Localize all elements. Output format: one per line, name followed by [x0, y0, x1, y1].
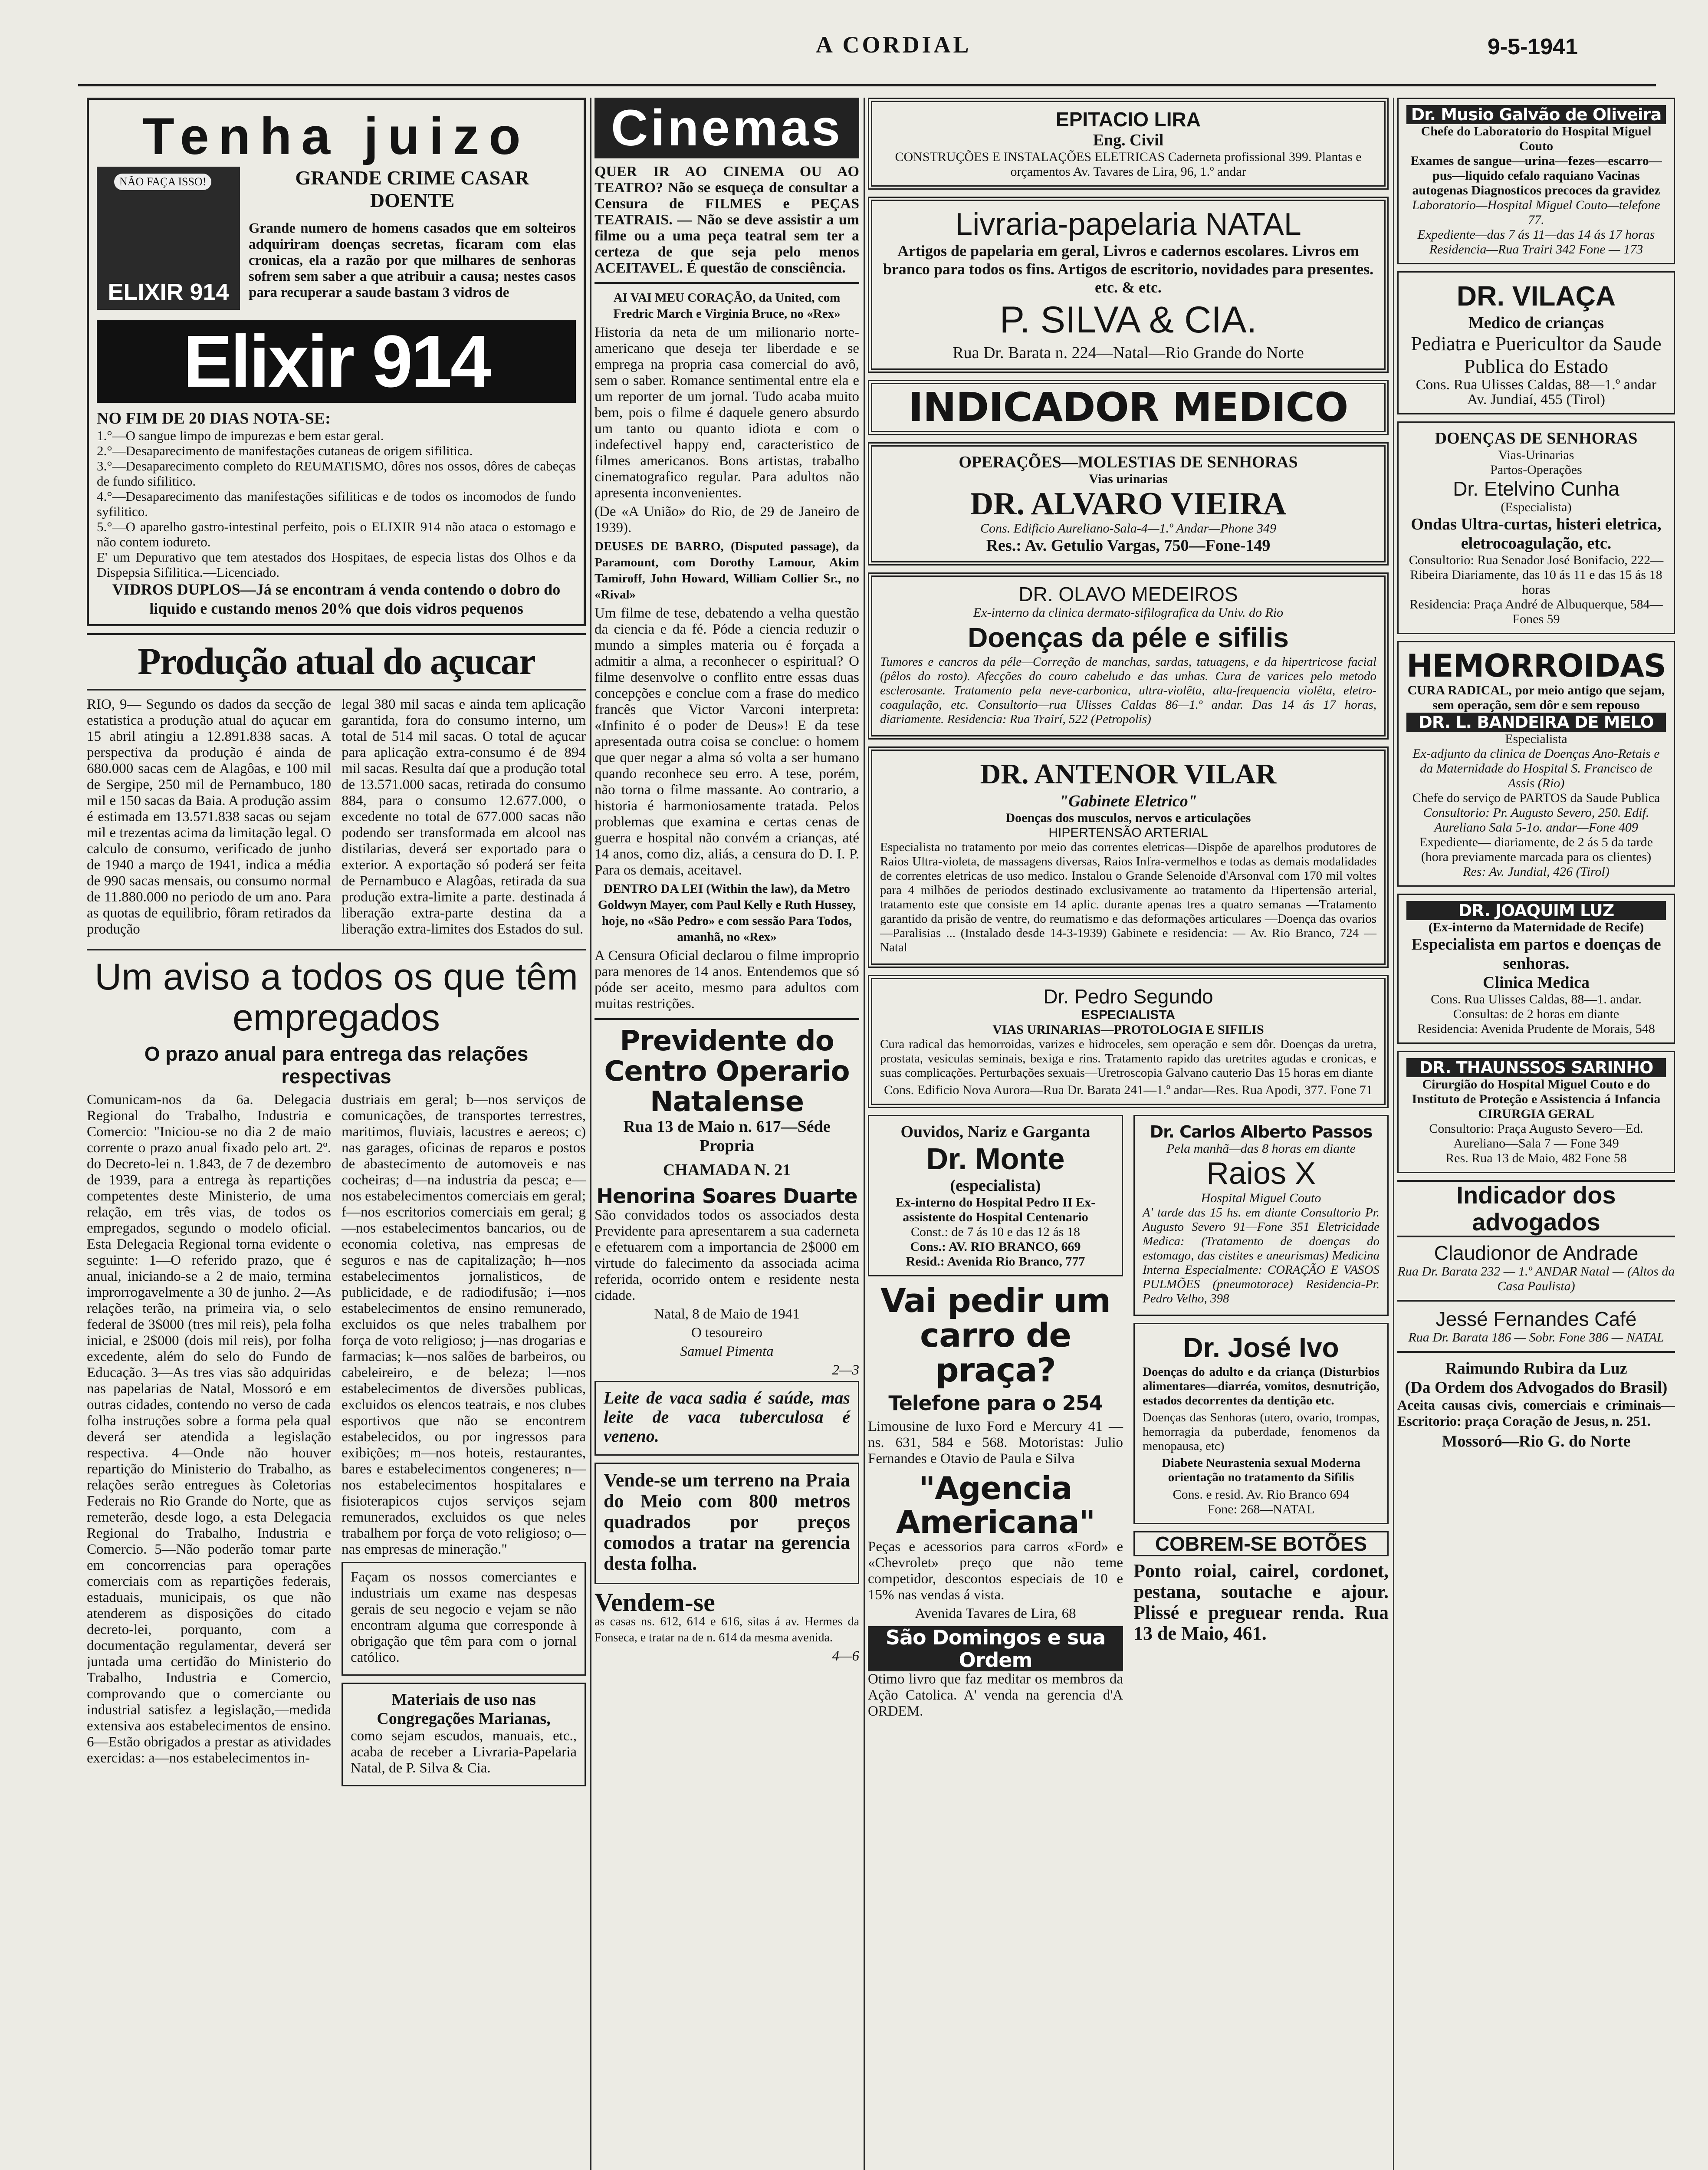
hemo-chefe: Chefe do serviço de PARTOS da Saude Publica: [1412, 791, 1660, 805]
passos-sched: Pela manhã—das 8 horas em diante: [1166, 1141, 1356, 1156]
cunha-sub2: Partos-Operações: [1490, 463, 1582, 477]
vieira-top: OPERAÇÕES—MOLESTIAS DE SENHORAS: [959, 453, 1298, 471]
aviso-headline: Um aviso a todos os que têm empregados: [95, 956, 578, 1039]
ivo-s1: Doenças do adulto e da criança (Disturbios alimentares—diarréa, vomitos, desnutrição, estados decorrentes da dentição etc.: [1143, 1365, 1380, 1407]
hemo-cons: Consultorio: Pr. Augusto Severo, 250. Edif. Aureliano Sala 5-1o. andar—Fone 409: [1423, 806, 1649, 835]
elixir-list-title: NO FIM DE 20 DIAS NOTA-SE:: [97, 409, 331, 427]
section-rule: [1397, 1300, 1675, 1302]
vilar-spec: Doenças dos musculos, nervos e articulações: [1005, 811, 1251, 825]
ivo-s3: Diabete Neurastenia sexual Moderna orientação no tratamento da Sifilis: [1161, 1456, 1361, 1484]
terreno-ad: [595, 1463, 859, 1584]
cobrem-body: Ponto roial, cairel, cordonet, pestana, soutache e ajour. Plissé e preguear renda. Rua 13 de Maio, 461.: [1133, 1560, 1389, 1644]
adv3-name: Raimundo Rubira da Luz: [1445, 1359, 1627, 1378]
vieira-name: DR. ALVARO VIEIRA: [970, 486, 1287, 522]
column-divider: [590, 98, 591, 2170]
medeiros-name: DR. OLAVO MEDEIROS: [1018, 583, 1238, 605]
terreno-text: Vende-se um terreno na Praia do Meio com 800 metros quadrados por preços comodos a tratar na gerencia desta folha.: [604, 1470, 850, 1574]
vilaca-card: [1397, 271, 1675, 414]
taxi-body: Limousine de luxo Ford e Mercury 41 — ns. 631, 584 e 568. Motoristas: Julio Fernandes e Otavio de Paula e Silva: [868, 1419, 1123, 1466]
ivo-name: Dr. José Ivo: [1183, 1332, 1339, 1363]
film3-body: A Censura Oficial declarou o filme improprio para menores de 14 anos. Entendemos que só póde ser aceito, mesmo para adultos com muitas restrições.: [595, 948, 859, 1012]
vilar-spec2: HIPERTENSÃO ARTERIAL: [1048, 825, 1208, 840]
list-item: 4.°—Desaparecimento das manifestações sifiliticas e de todos os incomodos de fundo syfilitico.: [97, 489, 576, 519]
issue-date: 9-5-1941: [1487, 34, 1578, 59]
adv3-body: Aceita causas civis, comerciais e criminais—Escritorio: praça Coração de Jesus, n. 251.: [1397, 1397, 1675, 1429]
previdente-signature: Samuel Pimenta: [680, 1344, 774, 1359]
luz-body: Especialista em partos e doenças de senhoras.: [1411, 935, 1661, 973]
vendem-ref: 4—6: [832, 1648, 859, 1664]
cunha-card: [1397, 421, 1675, 634]
epitacio-card: [868, 98, 1389, 190]
monte-sub: (especialista): [950, 1177, 1041, 1195]
column-4: [1397, 98, 1675, 2170]
section-rule: [87, 949, 586, 950]
previdente-ref: 2—3: [832, 1362, 859, 1378]
indicador-medico: [868, 380, 1389, 435]
list-item: 1.°—O sangue limpo de impurezas e bem estar geral.: [97, 428, 384, 443]
section-rule: [87, 633, 586, 635]
segundo-name: Dr. Pedro Segundo: [1043, 985, 1213, 1008]
milk-text: Leite de vaca sadia é saúde, mas leite de vaca tuberculosa é veneno.: [604, 1388, 850, 1446]
hemo-res: Res: Av. Jundial, 426 (Tirol): [1463, 865, 1609, 879]
acucar-col-b: legal 380 mil sacas e ainda tem aplicação garantida, fora do consumo interno, um total de 514 mil sacas. O total de açucar para aplicação extra-consumo é de 894 mil sacas. Resulta daí que a produção total de 13.571.000 sacas, retirada do consumo 884, para o consumo 12.677.000, o excedente no total de 677.000 sacas não podendo ser transformada em alcool nas distilarias, deverá ser exportado para o exterior. A exportação só poderá ser feita de Pernambuco e Alagôas, retirada da sua produção extra-limite a parte. destinada á liberação extra-parte destina da a liberação extra-limites dos Estados do sul.: [342, 697, 586, 937]
section-rule: [595, 1018, 859, 1020]
list-item: 3.°—Desaparecimento completo do REUMATISMO, dôres nos ossos, dôres de cabeças de fundo sifilitico.: [97, 458, 576, 489]
vilaca-name: DR. VILAÇA: [1456, 280, 1616, 312]
segundo-body: Cura radical das hemorroidas, varizes e hidroceles, sem operação e sem dôr. Doenças da uretra, prostata, vesiculas seminais, bexiga e rins. Tratamento rapido das uretrites agudas e cronicas, e suas complicações. Perturbações sexuais—Uretroscopia Galvano cauterio Das 15 horas em diante: [880, 1037, 1376, 1080]
hemo-exp: Expediente— diariamente, de 2 ás 5 da tarde (hora previamente marcada para os clientes): [1419, 835, 1653, 864]
cunha-sub: Vias-Urinarias: [1498, 448, 1574, 462]
adv1-name: Claudionor de Andrade: [1434, 1242, 1639, 1264]
hemorroidas-card: [1397, 641, 1675, 887]
vilaca-address: Av. Jundiaí, 455 (Tirol): [1467, 391, 1605, 408]
milk-notice: [595, 1381, 859, 1456]
cunha-cons: Consultorio: Rua Senador José Bonifacio, 222—Ribeira Diariamente, das 10 ás 11 e das 15 ás 18 horas: [1409, 553, 1664, 597]
film1-body: Historia da neta de um milionario norte-americano que deseja ter liberdade e se emprega na propria casa comercial do avô, sem o saber. Romance sentimental entre ela e um reporter de um jornal. Tudo acaba muito bem, pois o filme é daquele genero absurdo um tanto ou quanto idiota e com o indefectivel happy end, caracteristico de filmes americanos. Bons artistas, trabalho cinematografico regular. Para adultos não apresenta inconvenientes.: [595, 325, 859, 501]
column-3: [868, 98, 1389, 2170]
domingos-title: São Domingos e sua Ordem: [868, 1626, 1123, 1671]
illustration-tag: ELIXIR 914: [108, 279, 229, 305]
medeiros-body: Tumores e cancros da péle—Correção de manchas, sardas, tatuagens, e da hipertricose facial (pêlos do rosto). Afecções do couro cabeludo e das unhas. Cura de varices pelo metodo esclerosante. Tratamento pela neve-carbonica, ultra-violêta, alta-frequencia violêta, eletro-coagulação, etc. Consultorio—rua Ulisses Caldas 86—1.º andar. Das 14 ás 17 horas, diariamente. Residencia: Rua Trairí, 522 (Petropolis): [880, 655, 1376, 726]
galvao-res: Residencia—Rua Trairi 342 Fone — 173: [1429, 242, 1643, 256]
luz-res: Residencia: Avenida Prudente de Morais, 548: [1417, 1022, 1655, 1036]
hemo-esp: Especialista: [1505, 732, 1567, 746]
galvao-card: [1397, 98, 1675, 264]
column-divider: [1393, 98, 1394, 2170]
luz-name: DR. JOAQUIM LUZ: [1406, 901, 1666, 920]
previdente-date: Natal, 8 de Maio de 1941: [654, 1306, 800, 1322]
sarinho-body: Cirurgião do Hospital Miguel Couto e do Instituto de Proteção e Assistencia á Infancia CIRURGIA GERAL: [1412, 1077, 1661, 1121]
elixir-headline: Tenha juizo: [142, 107, 530, 165]
cunha-res: Residencia: Praça André de Albuquerque, 584—Fones 59: [1409, 597, 1663, 626]
page-header: [0, 0, 1708, 87]
list-item: 2.°—Desaparecimento de manifestações cutaneas de origem sifilitica.: [97, 443, 473, 458]
vilar-sub: "Gabinete Eletrico": [1059, 792, 1197, 810]
adv3-city: Mossoró—Rio G. do Norte: [1442, 1432, 1631, 1450]
section-rule: [87, 689, 586, 690]
domingos-body: Otimo livro que faz meditar os membros da Ação Catolica. A' venda na gerencia d'A ORDEM.: [868, 1671, 1123, 1719]
taxi-title: Vai pedir um carro de praça?: [880, 1281, 1111, 1389]
cunha-body: Ondas Ultra-curtas, histeri eletrica, eletrocoagulação, etc.: [1411, 515, 1662, 552]
medeiros-card: [868, 572, 1389, 740]
film2-body: Um filme de tese, debatendo a velha questão da ciencia e da fé. Póde a ciencia reduzir o mundo a simples materia ou é forçada a admitir a alma, a reconhecer o espiritual? O filme desenvolve o conflito entre essas duas concepções e conclue com a frase do medico francês que Victor Varconi interpreta: «Infinito é o poder de Deus»! E da tese apresentada outra coisa se conclue: o homem que quer negar a alma só volta a ser humano quando reconhece seu erro. A tese, porém, não torna o filme massante. Ao contrario, a historia é harmoniosamente tratada. Pelos problemas que examina e certas cenas de guerra e hospital não convém a crianças, até 14 anos, como diz, aliás, a censura do D. I. P. Para os demais, aceitavel.: [595, 605, 859, 878]
list-item: 5.°—O aparelho gastro-intestinal perfeito, pois o ELIXIR 914 não ataca o estomago e não contem iodureto.: [97, 519, 576, 549]
passos-raiosx: Raios X: [1206, 1156, 1316, 1191]
previdente-treasurer: O tesoureiro: [691, 1325, 763, 1341]
materiais-title: Materiais de uso nas Congregações Marianas,: [377, 1690, 551, 1728]
hemo-title: HEMORROIDAS: [1406, 648, 1666, 684]
vieira-sub: Vias urinarias: [1089, 472, 1168, 486]
vilaca-sub: Medico de crianças: [1468, 314, 1604, 332]
livraria-body: Artigos de papelaria em geral, Livros e cadernos escolares. Livros em branco para todos os fins. Artigos de escritorio, novidades para presentes. etc. & etc.: [883, 242, 1374, 296]
luz-card: [1397, 894, 1675, 1044]
monte-cons: Cons.: AV. RIO BRANCO, 669: [910, 1240, 1081, 1254]
section-rule: [1397, 1351, 1675, 1353]
hemo-name: DR. L. BANDEIRA DE MELO: [1406, 713, 1666, 732]
sarinho-res: Res. Rua 13 de Maio, 482 Fone 58: [1445, 1151, 1627, 1165]
sarinho-name: DR. THAUNSSOS SARINHO: [1406, 1058, 1666, 1077]
previdente-name: Henorina Soares Duarte: [596, 1184, 857, 1208]
catholic-press-text: Façam os nossos comerciantes e industriais um exame nas despesas gerais de seu negocio e vejam se não encontram alguma que corresponde à obrigação que têm para com o jornal católico.: [351, 1569, 577, 1665]
galvao-body: Chefe do Laboratorio do Hospital Miguel Couto: [1421, 124, 1652, 153]
adv3-sub: (Da Ordem dos Advogados do Brasil): [1405, 1378, 1668, 1397]
column-2: [595, 98, 859, 2170]
galvao-exp: Expediente—das 7 ás 11—das 14 ás 17 horas: [1417, 227, 1655, 242]
epitacio-title: Eng. Civil: [1093, 131, 1164, 149]
epitacio-body: CONSTRUÇÕES E INSTALAÇÕES ELETRICAS Caderneta profissional 399. Plantas e orçamentos Av. Tavares de Lira, 96, 1.º andar: [895, 150, 1362, 179]
aviso-col-b: dustriais em geral; b—nos serviços de comunicações, de transportes terrestres, maritimos, fluviais, lacustres e aereos; c) nas garages, oficinas de reparos e postos de abastecimento de automoveis e nas cocheiras; d—na industria da pesca; e—nos estabelecimentos comerciais em geral; f—nos escritorios comerciais em geral; g—nos estabelecimentos bancarios, ou de economia coletiva, nas empresas de seguros e nas de capitalização; h—nos estabelecimentos jornalisticos, de publicidade, e de radiodifusão; i—nos estabelecimentos de ensino remunerado, excluidos os que neles trabalhem por força de voto religioso; j—nas drogarias e farmacias; k—nos salões de barbeiros, ou cabeleireiro, e de beleza; l—nos estabelecimentos de diversões publicas, excluidos os elencos teatrais, e nos clubes esportivos que não se encontrem estabelecidos, ou por ingressos para exibições; m—nos hoteis, restaurantes, bares e estabelecimentos congeneres; n—nos estabelecimentos hospitalares e fisioterapicos cujos serviços sejam remunerados, excluidos os que neles trabalhem por força de voto religioso; o—nas empresas de mineração.": [342, 1092, 586, 1557]
galvao-lab: Laboratorio—Hospital Miguel Couto—telefone 77.: [1412, 198, 1660, 227]
acucar-article: [87, 697, 586, 940]
vilaca-body: Pediatra e Puericultor da Saude Publica do Estado: [1411, 332, 1662, 377]
elixir-ad: [87, 98, 586, 626]
monte-name: Dr. Monte: [926, 1142, 1065, 1176]
elixir-illustration: [97, 167, 240, 310]
monte-body: Ex-interno do Hospital Pedro II Ex-assistente do Hospital Centenario: [895, 1195, 1096, 1224]
vendem-title: Vendem-se: [595, 1588, 715, 1617]
elixir-brand: Elixir 914: [97, 320, 576, 403]
cinemas-title: Cinemas: [595, 98, 859, 158]
previdente-address: Rua 13 de Maio n. 617—Séde Propria: [623, 1118, 831, 1155]
segundo-address: Cons. Edificio Nova Aurora—Rua Dr. Barata 241—1.º andar—Res. Rua Apodi, 377. Fone 71: [884, 1083, 1373, 1097]
indicador-title: INDICADOR MEDICO: [908, 384, 1348, 431]
previdente-body: São convidados todos os associados desta Previdente para apresentarem a sua caderneta e efetuarem com a importancia de 2$000 em virtude do falecimento da associada acima referida, ocorrido ontem e residente nesta cidade.: [595, 1207, 859, 1303]
header-rule: [78, 84, 1656, 86]
elixir-sub2: DOENTE: [370, 189, 455, 211]
medeiros-sub: Ex-interno da clinica dermato-sifilografica da Univ. do Rio: [973, 605, 1284, 620]
monte-top: Ouvidos, Nariz e Garganta: [900, 1123, 1090, 1141]
aviso-article: [87, 1092, 586, 1793]
segundo-sub: ESPECIALISTA: [1081, 1008, 1176, 1022]
monte-hours: Const.: de 7 ás 10 e das 12 ás 18: [911, 1225, 1080, 1239]
col3-lower: [868, 1115, 1389, 1722]
cunha-top: DOENÇAS DE SENHORAS: [1435, 429, 1638, 447]
vieira-card: [868, 442, 1389, 566]
livraria-firm: P. SILVA & CIA.: [999, 299, 1257, 341]
elixir-body: Grande numero de homens casados que em solteiros adquiriram doenças secretas, ficaram com elas cronicas, ela a razão por que milhares de senhoras sofrem sem saber a que atribuir a causa; nestes casos para recuperar a saude bastam 3 vidros de: [249, 220, 576, 300]
monte-card: [868, 1115, 1123, 1276]
film2-title: DEUSES DE BARRO, (Disputed passage), da Paramount, com Dorothy Lamour, Akim Tamiroff, John Howard, William Collier Sr., no «Rival»: [595, 539, 859, 602]
column-1: [87, 98, 586, 2170]
vilar-name: DR. ANTENOR VILAR: [980, 758, 1277, 790]
livraria-card: [868, 197, 1389, 373]
vieira-res: Res.: Av. Getulio Vargas, 750—Fone-149: [986, 536, 1271, 555]
advogados-title: Indicador dos advogados: [1397, 1180, 1675, 1237]
passos-name: Dr. Carlos Alberto Passos: [1150, 1122, 1373, 1141]
vilaca-cons: Cons. Rua Ulisses Caldas, 88—1.º andar: [1416, 377, 1657, 393]
elixir-list: [97, 428, 576, 580]
previdente-title: Previdente do Centro Operario Natalense: [604, 1025, 850, 1118]
elixir-vidros: VIDROS DUPLOS—Já se encontram á venda contendo o dobro do liquido e custando menos 20% que dois vidros pequenos: [112, 581, 561, 617]
cunha-esp: (Especialista): [1501, 500, 1572, 514]
ivo-s5: Fone: 268—NATAL: [1207, 1502, 1315, 1516]
medeiros-spec: Doenças da péle e sifilis: [968, 622, 1289, 653]
hemo-body: CURA RADICAL, por meio antigo que sejam, sem operação, sem dôr e sem repouso: [1407, 683, 1665, 712]
segundo-card: [868, 975, 1389, 1108]
luz-sub: (Ex-interno da Maternidade de Recife): [1428, 920, 1644, 934]
adv1-address: Rua Dr. Barata 232 — 1.º ANDAR Natal — (Altos da Casa Paulista): [1397, 1264, 1675, 1293]
section-rule: [595, 282, 859, 284]
galvao-list: Exames de sangue—urina—fezes—escarro—pus—liquido cefalo raquiano Vacinas autogenas Diagnosticos precoces da gravidez: [1410, 154, 1662, 197]
livraria-address: Rua Dr. Barata n. 224—Natal—Rio Grande do Norte: [953, 344, 1304, 362]
previdente-call: CHAMADA N. 21: [663, 1161, 791, 1179]
materiais-body: como sejam escudos, manuais, etc., acaba de receber a Livraria-Papelaria Natal, de P. Silva & Cia.: [351, 1728, 577, 1776]
materiais-ad: [342, 1683, 586, 1786]
column-divider: [864, 98, 865, 2170]
film3-title: DENTRO DA LEI (Within the law), da Metro Goldwyn Mayer, com Paul Kelly e Ruth Hussey, hoje, no «São Pedro» e com sessão Para Todos, amanhã, no «Rex»: [598, 882, 856, 944]
galvao-name: Dr. Musio Galvão de Oliveira: [1406, 105, 1666, 124]
adv2-name: Jessé Fernandes Café: [1435, 1308, 1637, 1330]
aviso-subheadline: O prazo anual para entrega das relações respectivas: [144, 1042, 529, 1088]
sarinho-cons: Consultorio: Praça Augusto Severo—Ed. Aureliano—Sala 7 — Fone 349: [1429, 1121, 1643, 1151]
vendem-body: as casas ns. 612, 614 e 616, sitas á av. Hermes da Fonseca, e tratar na de n. 614 da mesma avenida.: [595, 1615, 859, 1644]
cunha-name: Dr. Etelvino Cunha: [1453, 477, 1619, 500]
luz-cons: Cons. Rua Ulisses Caldas, 88—1. andar. Consultas: de 2 horas em diante: [1431, 992, 1642, 1021]
ivo-s4: Cons. e resid. Av. Rio Branco 694: [1173, 1487, 1350, 1502]
film1-source: (De «A União» do Rio, de 29 de Janeiro de 1939).: [595, 504, 859, 536]
passos-hosp: Hospital Miguel Couto: [1201, 1191, 1321, 1205]
film1-title: AI VAI MEU CORAÇÃO, da United, com Fredric March e Virginia Bruce, no «Rex»: [613, 291, 841, 321]
acucar-headline: Produção atual do açucar: [138, 641, 535, 683]
segundo-spec: VIAS URINARIAS—PROTOLOGIA E SIFILIS: [992, 1023, 1264, 1037]
vieira-address: Cons. Edificio Aureliano-Sala-4—1.º Andar—Phone 349: [980, 521, 1277, 536]
vilar-body: Especialista no tratamento por meio das correntes eletricas—Dispõe de aparelhos produtores de Raios Ultra-violeta, de massagens diversas, Raios Infra-vermelhos e todas as demais modalidades de correntes eletricas de uso medico. Instalou o Grande Selenoide d'Arsonval com 170 mil voltes para 4 milhões de periodos destinado exclusivamente ao tratamento da Hipertensão arterial, tratamento este que consiste em 14 aplic. durante apenas tres a quatro semanas —Tratamento garantido da prisão de ventre, do reumatismo e das deformações articulares —Doença das ovarios—Paralisias ... (Instalado desde 14-3-1939) Gabinete e residencia: — Av. Rio Branco, 724 — Natal: [880, 840, 1376, 954]
ivo-s2: Doenças das Senhoras (utero, ovario, trompas, hemorragia da puberdade, fenomenos da menopausa, etc): [1143, 1410, 1380, 1453]
aviso-col-a: Comunicam-nos da 6a. Delegacia Regional do Trabalho, Industria e Comercio: "Iniciou-se no dia 2 de maio corrente o prazo anual fixado pelo art. 2º. do Decreto-lei n. 1.843, de 7 de dezembro de 1939, para a entrega às repartições competentes deste Ministerio, de uma relação, em três vias, de todos os empregados, segundo o modelo oficial. Esta Delegacia Regional torna evidente o seguinte: 1—O referido prazo, que é anual, iniciando-se a 2 de maio, termina improrrogavelmente a 30 de junho. 2—As relações terão, na primeira via, o selo federal de 3$000 (tres mil reis), pela folha inicial, e 2$000 (dois mil reis), por folha excedente, além do selo do Fundo de Educação. 3—As tres vias são adquiridas nas papelarias de Natal, Mossoró e em outras cidades, contendo no verso de cada folha instruções sobre a forma pela qual deverá ser atendida a legislação respectiva. 4—Onde não houver repartição do Ministerio do Trabalho, as relações serão entregues às Coletorias Federais no Rio Grande do Norte, que as remeterão, desde logo, a esta Delegacia Regional do Trabalho, Industria e Comercio. 5—Não poderão tomar parte em concorrencias para operações comerciais com as repartições federais, estaduais, municipais, os que não atenderem as disposições do citado decreto-lei, porquanto, com a documentação regulamentar, deverá ser juntada uma certidão do Ministerio do Trabalho, Industria e Comercio, comprovando que o comerciante ou industrial satisfez a legislação,—medida extensiva aos estabelecimentos de ensino. 6—Estão obrigados a prestar as atividades exercidas: a—nos estabelecimentos in-: [87, 1092, 331, 1766]
agencia-body: Peças e acessorios para carros «Ford» e «Chevrolet» preço que não teme competidor, descontos especiais de 10 e 15% nas vendas á vista.: [868, 1539, 1123, 1603]
monte-res: Resid.: Avenida Rio Branco, 777: [906, 1254, 1085, 1269]
sarinho-card: [1397, 1051, 1675, 1173]
passos-card: [1133, 1115, 1389, 1316]
cinemas-intro: QUER IR AO CINEMA OU AO TEATRO? Não se esqueça de consultar a Censura de FILMES e PEÇAS TEATRAIS. — Não se deve assistir a um filme ou a uma peça teatral sem ter a certeza de que seja pelo menos ACEITAVEL. É questão de consciência.: [595, 164, 859, 276]
illustration-bubble: NÃO FAÇA ISSO!: [114, 174, 211, 190]
luz-clin: Clinica Medica: [1483, 973, 1590, 992]
cobrem-title: COBREM-SE BOTÕES: [1133, 1531, 1389, 1556]
adv2-address: Rua Dr. Barata 186 — Sobr. Fone 386 — NATAL: [1408, 1330, 1664, 1345]
taxi-phone: Telefone para o 254: [888, 1391, 1103, 1415]
catholic-press-box: [342, 1562, 586, 1676]
list-item: E' um Depurativo que tem atestados dos Hospitaes, de especia listas dos Olhos e da Dispepsia Sifilitica.—Licenciado.: [97, 549, 576, 580]
ivo-card: [1133, 1323, 1389, 1524]
agencia-title: "Agencia Americana": [896, 1470, 1095, 1540]
masthead: A CORDIAL: [816, 32, 972, 58]
vilar-card: [868, 746, 1389, 968]
hemo-ex: Ex-adjunto da clinica de Doenças Ano-Retais e da Maternidade do Hospital S. Francisco de Assis (Rio): [1412, 746, 1660, 790]
agencia-address: Avenida Tavares de Lira, 68: [915, 1606, 1076, 1621]
livraria-name: Livraria-papelaria NATAL: [955, 207, 1301, 242]
acucar-col-a: RIO, 9— Segundo os dados da secção de estatistica a produção atual do açucar em 15 abril atingiu a 12.891.838 sacas. A perspectiva da produção é ainda de 680.000 sacas cem de Alagôas, e 100 mil de Sergipe, 250 mil de Pernambuco, 180 mil e 150 sacas da Baia. A produção assim é estimada em 13.571.838 sacas ou sejam mil e trezentas acima da limitação legal. O calculo de consumo, verificado de junho de 1940 a março de 1941, indica a média de 990 sacas mensais, ou consumo normal de 11.880.000 no periodo de um ano. Para as quotas de equilibrio, fôram retirados da produção: [87, 697, 331, 937]
passos-body: A' tarde das 15 hs. em diante Consultorio Pr. Augusto Severo 91—Fone 351 Eletricidade Medica: (Tratamento de doenças do estomago, das cistites e aneurismas) Medicina Interna Especialmente: CORAÇÃO E VASOS PULMÕES (pneumotorace) Residencia-Pr. Pedro Velho, 398: [1143, 1206, 1380, 1305]
elixir-sub1: GRANDE CRIME CASAR: [295, 167, 529, 189]
epitacio-name: EPITACIO LIRA: [1056, 108, 1201, 131]
